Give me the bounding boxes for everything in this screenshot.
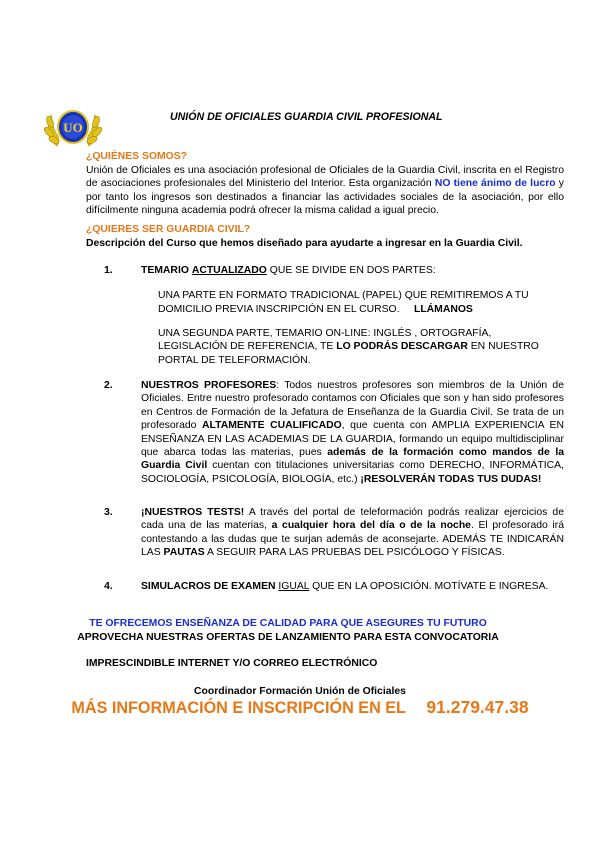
item-1-sub-2-bold: LO PODRÁS DESCARGAR — [336, 341, 468, 353]
item-number: 3. — [104, 507, 113, 518]
footer-info-text: MÁS INFORMACIÓN E INSCRIPCIÓN EN EL — [71, 699, 406, 717]
list-item-3 — [86, 506, 564, 560]
item-3-bold-2: a cualquier hora del día o de la noche — [271, 520, 471, 532]
logo-letters: UO — [63, 120, 83, 135]
item-3-bold-1: ¡NUESTROS TESTS! — [141, 507, 245, 518]
quieres-subheading: Descripción del Curso que hemos diseñado para ayudarte a ingresar en la Guardia Civil. — [86, 237, 523, 249]
quienes-section — [86, 150, 564, 218]
item-2-text-3: cuentan con titulaciones universitarias como DERECHO, INFORMÁTICA, SOCIOLOGÍA, PSICOLOGÍA, BIOLOGÍA, etc.) — [141, 460, 565, 485]
item-1-text: QUE SE DIVIDE EN DOS PARTES: — [269, 265, 436, 276]
item-4-body — [141, 580, 564, 593]
item-1-bold: TEMARIO — [141, 265, 189, 276]
item-1-underline: ACTUALIZADO — [191, 265, 267, 276]
quieres-heading: ¿QUIERES SER GUARDIA CIVIL? — [86, 224, 251, 235]
logo — [44, 106, 102, 150]
list-item-4 — [86, 580, 564, 593]
item-2-text-2: , que cuenta con AMPLIA EXPERIENCIA EN ENSEÑANZA EN LAS ACADEMIAS DE LA GUARDIA, formando un equipo multidisciplinar que abarca todas las materias, pues — [141, 420, 564, 459]
item-1-sub-1-text: UNA PARTE EN FORMATO TRADICIONAL (PAPEL) QUE REMITIREMOS A TU DOMICILIO PREVIA INSCRIPCIÓN EN EL CURSO. — [158, 290, 529, 315]
item-3-body — [141, 506, 564, 560]
footer-coordinator: Coordinador Formación Unión de Oficiales — [194, 686, 406, 697]
quienes-highlight: NO tiene ánimo de lucro — [434, 178, 556, 189]
item-2-text-1: : Todos nuestros profesores son miembros de la Unión de Oficiales. Entre nuestro profesorado contamos con Oficiales que son y han sido profesores en Centros de Formación de la Jefatura de Enseñanza de la Guardia Civil. Se trata de un profesorado — [141, 380, 564, 432]
quieres-section — [86, 223, 564, 250]
item-1-sub-2 — [158, 327, 556, 368]
item-4-bold-1: SIMULACROS DE EXAMEN — [141, 581, 276, 592]
footer-blue-line: TE OFRECEMOS ENSEÑANZA DE CALIDAD PARA QUE ASEGURES TU FUTURO — [89, 618, 487, 629]
item-3-text-3: A SEGUIR PARA LAS PRUEBAS DEL PSICÓLOGO Y FÍSICAS. — [207, 547, 505, 559]
list-item-2 — [86, 379, 564, 486]
item-1-sub-1-bold: LLÁMANOS — [413, 304, 473, 315]
item-2-bold-1: NUESTROS PROFESORES — [141, 380, 277, 391]
footer-info-line — [0, 697, 600, 718]
item-1-body — [141, 264, 564, 277]
item-2-body — [141, 379, 564, 486]
item-4-text: QUE EN LA OPOSICIÓN. MOTÍVATE E INGRESA. — [312, 581, 549, 592]
footer-black-line: APROVECHA NUESTRAS OFERTAS DE LANZAMIENTO PARA ESTA CONVOCATORIA — [77, 631, 499, 643]
item-1-sub-1 — [158, 289, 556, 316]
footer-block — [0, 617, 588, 644]
quienes-heading: ¿QUIÉNES SOMOS? — [86, 151, 188, 162]
item-2-bold-2: ALTAMENTE CUALIFICADO — [202, 420, 342, 432]
item-2-bold-4: ¡RESOLVERÁN TODAS TUS DUDAS! — [360, 473, 542, 485]
quienes-text-1: Unión de Oficiales es una asociación profesional de Oficiales de la Guardia Civil, inscrita en el Registro de asociaciones profesionales del Ministerio del Interior. Esta organización — [86, 164, 564, 189]
list-item-1 — [86, 264, 564, 367]
page-title: UNIÓN DE OFICIALES GUARDIA CIVIL PROFESIONAL — [170, 111, 443, 123]
footer-phone[interactable]: 91.279.47.38 — [426, 697, 529, 717]
item-3-text-1: A través del portal de teleformación podrás realizar ejercicios de cada una de las materias, — [141, 507, 564, 532]
quienes-text-2: y por tanto los ingresos son destinados a financiar las actividades sociales de la asociación, por ello difícilmente ninguna academia podrá ofrecer la misma calidad a igual precio. — [86, 178, 564, 216]
item-3-text-2: . El profesorado irá contestando a las dudas que te surjan además de aconsejarte. ADEMÁS TE INDICARÁN LAS — [141, 520, 564, 559]
item-number: 1. — [104, 265, 113, 276]
item-1-sub-2-text: UNA SEGUNDA PARTE, TEMARIO ON-LINE: INGLÉS , ORTOGRAFÍA, LEGISLACIÓN DE REFERENCIA, TE — [158, 327, 492, 353]
item-2-bold-3: además de la formación como mandos de la Guardia Civil — [141, 447, 564, 472]
item-number: 2. — [104, 380, 113, 391]
item-3-bold-3: PAUTAS — [163, 547, 205, 559]
item-number: 4. — [104, 581, 113, 592]
footer-requirement: IMPRESCINDIBLE INTERNET Y/O CORREO ELECTRÓNICO — [86, 658, 378, 669]
quienes-paragraph — [86, 164, 564, 218]
item-1-sub-2-end: EN NUESTRO PORTAL DE TELEFORMACIÓN. — [158, 341, 539, 366]
item-4-underline: IGUAL — [278, 581, 310, 592]
